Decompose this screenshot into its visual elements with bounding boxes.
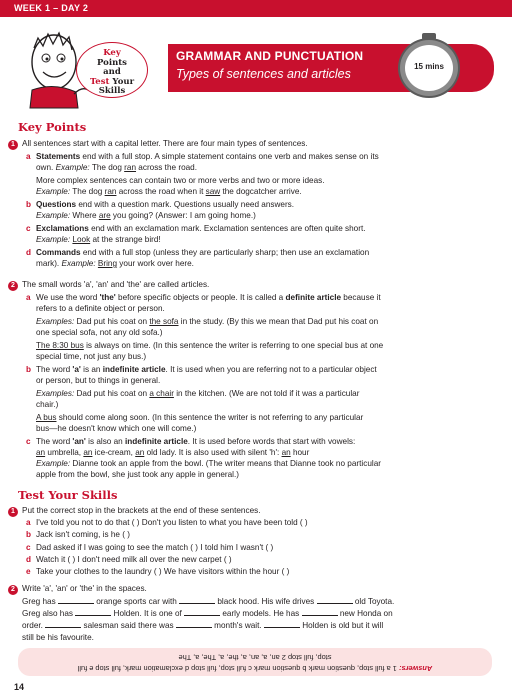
- blank-field[interactable]: [176, 621, 212, 628]
- cloze-line: Greg has orange sports car with black hood. His wife drives old Toyota.: [22, 597, 395, 606]
- paragraph: All sentences start with a capital letter. There are four main types of sentences.: [22, 139, 308, 148]
- item-letter: a: [26, 293, 31, 302]
- item-letter: b: [26, 365, 32, 374]
- question-item: Dad asked if I was going to see the match ( ) I told him I wasn't ( ): [36, 543, 274, 552]
- page-subtitle: Types of sentences and articles: [176, 67, 351, 81]
- paragraph: bus—he doesn't know which one will come.): [36, 424, 197, 433]
- badge-line: Key Points: [97, 48, 127, 68]
- cloze-line: order. salesman said there was month's wait. Holden is old but it will: [22, 621, 384, 630]
- blank-field[interactable]: [179, 597, 215, 604]
- paragraph: Examples: Dad put his coat on the sofa in the study. (By this we mean that Dad put his coat on: [36, 317, 379, 326]
- paragraph: apple from the bowl, she just took any apple in general.): [36, 470, 239, 479]
- number-badge: 1: [8, 140, 18, 150]
- paragraph: Example: Where are you going? (Answer: I am going home.): [36, 211, 256, 220]
- paragraph: The small words 'a', 'an' and 'the' are called articles.: [22, 280, 210, 289]
- question-item: I've told you not to do that ( ) Don't you listen to what you have been told ( ): [36, 518, 308, 527]
- item-letter: b: [26, 530, 32, 539]
- paragraph: Statements end with a full stop. A simple statement contains one verb and makes sense on its: [36, 152, 379, 161]
- paragraph: We use the word 'the' before specific objects or people. It is called a definite article because it: [36, 293, 381, 302]
- paragraph: Commands end with a full stop (unless they are particularly sharp; then use an exclamation: [36, 248, 370, 257]
- answers-line: stop, full stop 2 an, a, an, a, the, a, The, a, The: [178, 652, 332, 662]
- badge-line: Test Your: [89, 76, 135, 87]
- item-letter: a: [26, 518, 31, 527]
- item-letter: c: [26, 224, 31, 233]
- paragraph: one special sofa, not any old sofa.): [36, 328, 163, 337]
- blank-field[interactable]: [302, 609, 338, 616]
- cloze-line: Greg also has Holden. It is one of early models. He has new Honda on: [22, 609, 393, 618]
- paragraph: Examples: Dad put his coat on a chair in the kitchen. (We are not told if it was a particular: [36, 389, 360, 398]
- key-points-badge: [76, 42, 148, 98]
- question-prompt: Put the correct stop in the brackets at the end of these sentences.: [22, 506, 261, 515]
- blank-field[interactable]: [45, 621, 81, 628]
- paragraph: Exclamations end with an exclamation mark. Exclamation sentences are often quite short.: [36, 224, 366, 233]
- item-letter: b: [26, 200, 32, 209]
- paragraph: own. Example: The dog ran across the road.: [36, 163, 197, 172]
- number-badge: 2: [8, 585, 18, 595]
- blank-field[interactable]: [317, 597, 353, 604]
- paragraph: A bus should come along soon. (In this sentence the writer is not referring to any particular: [36, 413, 364, 422]
- week-label: WEEK 1 – DAY 2: [14, 3, 89, 13]
- item-letter: d: [26, 555, 32, 564]
- blank-field[interactable]: [264, 621, 300, 628]
- key-points-heading: Key Points: [18, 120, 87, 134]
- blank-field[interactable]: [58, 597, 94, 604]
- paragraph: Example: Look at the strange bird!: [36, 235, 161, 244]
- paragraph: chair.): [36, 400, 59, 409]
- question-item: Jack isn't coming, is he ( ): [36, 530, 130, 539]
- paragraph: Example: Dianne took an apple from the bowl. (The writer means that Dianne took no particular: [36, 459, 381, 468]
- answers-box: [18, 648, 492, 676]
- badge-line: and: [103, 67, 121, 78]
- paragraph: More complex sentences can contain two or more verbs and two or more ideas.: [36, 176, 325, 185]
- question-item: Take your clothes to the laundry ( ) We have visitors within the hour ( ): [36, 567, 290, 576]
- paragraph: or person, but to things in general.: [36, 376, 161, 385]
- timer-label: 15 mins: [414, 62, 444, 71]
- page-title: GRAMMAR AND PUNCTUATION: [176, 49, 364, 63]
- item-letter: d: [26, 248, 32, 257]
- paragraph: Example: The dog ran across the road when it saw the dogcatcher arrive.: [36, 187, 302, 196]
- paragraph: The word 'an' is also an indefinite article. It is used before words that start with vowels:: [36, 437, 356, 446]
- number-badge: 2: [8, 281, 18, 291]
- page-number: 14: [14, 682, 25, 692]
- question-item: Watch it ( ) I don't need milk all over the new carpet ( ): [36, 555, 232, 564]
- paragraph: an umbrella, an ice-cream, an old lady. It is also used with silent 'h': an hour: [36, 448, 310, 457]
- paragraph: special time, not just any bus.): [36, 352, 147, 361]
- paragraph: The 8:30 bus is always on time. (In this sentence the writer is referring to one special bus at one: [36, 341, 384, 350]
- number-badge: 1: [8, 507, 18, 517]
- paragraph: The word 'a' is an indefinite article. It is used when you are referring not to a particular object: [36, 365, 377, 374]
- test-your-skills-heading: Test Your Skills: [18, 488, 118, 502]
- blank-field[interactable]: [184, 609, 220, 616]
- cloze-line: still be his favourite.: [22, 633, 94, 642]
- item-letter: e: [26, 567, 31, 576]
- paragraph: Questions end with a question mark. Questions usually need answers.: [36, 200, 295, 209]
- answers-line: Answers: 1 a full stop, question mark b question mark c full stop, full stop d exclamation mark, full stop e full: [77, 663, 433, 673]
- question-prompt: Write 'a', 'an' or 'the' in the spaces.: [22, 584, 147, 593]
- badge-line: Skills: [98, 86, 126, 97]
- paragraph: refers to a definite object or person.: [36, 304, 165, 313]
- paragraph: mark). Example: Bring your work over here.: [36, 259, 194, 268]
- item-letter: c: [26, 543, 31, 552]
- week-bar: [0, 0, 512, 17]
- item-letter: c: [26, 437, 31, 446]
- blank-field[interactable]: [75, 609, 111, 616]
- item-letter: a: [26, 152, 31, 161]
